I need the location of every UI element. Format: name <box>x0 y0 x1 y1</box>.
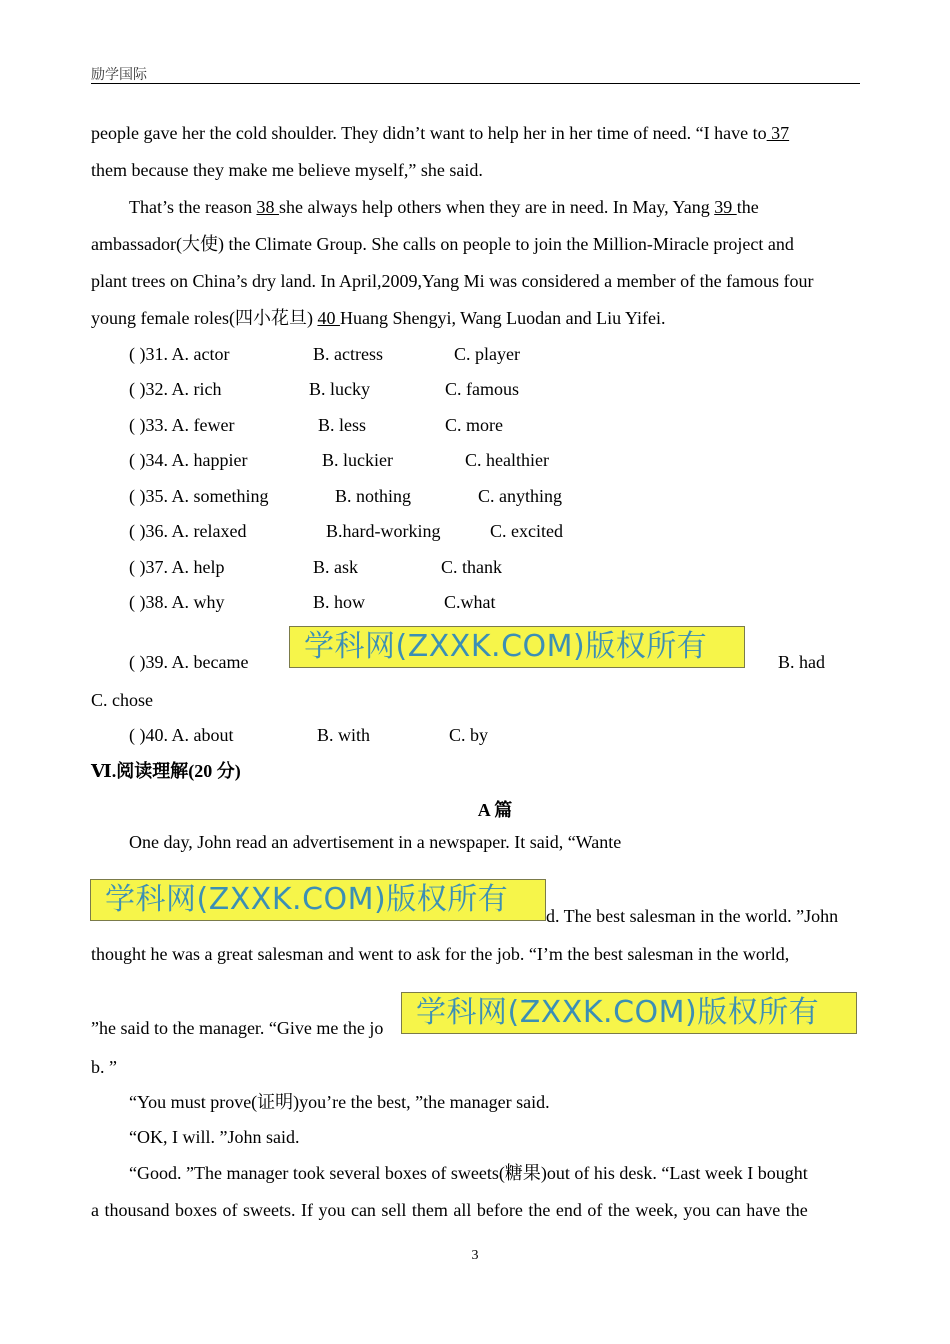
reading-line-1: One day, John read an advertisement in a newspaper. It said, “Wante <box>129 832 622 852</box>
option-b: B. with <box>317 725 371 745</box>
option-c: C. healthier <box>465 450 549 470</box>
option-b: B. how <box>313 592 366 612</box>
option-b: B.hard-working <box>326 521 441 541</box>
option-c: C.what <box>444 592 496 612</box>
passage-text: people gave her the cold shoulder. They didn’t want to help her in her time of need. “I have to <box>91 123 767 143</box>
blank-39: 39 <box>714 197 737 217</box>
option-b: B. luckier <box>322 450 393 470</box>
question-prefix: ( )31. A. actor <box>129 344 230 364</box>
option-c: C. thank <box>441 557 502 577</box>
copyright-watermark: 学科网(ZXXK.COM)版权所有 <box>90 879 546 921</box>
option-b: B. had <box>778 652 825 672</box>
passage-text: the <box>736 197 759 217</box>
option-b: B. nothing <box>335 486 412 506</box>
passage-line-5: plant trees on China’s dry land. In April,2009,Yang Mi was considered a member of the famous four <box>91 271 814 291</box>
option-b: B. ask <box>313 557 358 577</box>
passage-line-1 <box>91 122 789 144</box>
reading-line-8: “Good. ”The manager took several boxes of sweets(糖果)out of his desk. “Last week I bought <box>129 1163 808 1183</box>
blank-37: 37 <box>766 123 790 143</box>
passage-line-3 <box>129 196 759 218</box>
reading-line-2: d. The best salesman in the world. ”John <box>546 906 839 926</box>
section-subtitle: A 篇 <box>477 800 513 820</box>
question-prefix: ( )38. A. why <box>129 592 225 612</box>
question-prefix: ( )32. A. rich <box>129 379 222 399</box>
question-prefix: ( )34. A. happier <box>129 450 248 470</box>
reading-line-9: a thousand boxes of sweets. If you can sell them all before the end of the week, you can have the <box>91 1200 808 1220</box>
section-title: Ⅵ.阅读理解(20 分) <box>91 761 241 781</box>
header-rule <box>91 83 860 84</box>
passage-line-6 <box>91 307 665 329</box>
question-prefix: ( )33. A. fewer <box>129 415 235 435</box>
copyright-watermark: 学科网(ZXXK.COM)版权所有 <box>401 992 857 1034</box>
option-c: C. chose <box>91 690 153 710</box>
reading-line-4: ”he said to the manager. “Give me the jo <box>91 1018 384 1038</box>
question-prefix: ( )40. A. about <box>129 725 234 745</box>
page-number: 3 <box>471 1248 479 1263</box>
passage-text: she always help others when they are in need. In May, Yang <box>278 197 715 217</box>
option-b: B. less <box>318 415 367 435</box>
passage-text: That’s the reason <box>129 197 257 217</box>
reading-line-5: b. ” <box>91 1057 117 1077</box>
option-c: C. by <box>449 725 489 745</box>
blank-38: 38 <box>256 197 279 217</box>
reading-line-7: “OK, I will. ”John said. <box>129 1127 300 1147</box>
copyright-watermark: 学科网(ZXXK.COM)版权所有 <box>289 626 745 668</box>
page-header: 励学国际 <box>91 67 147 83</box>
blank-40: 40 <box>317 308 340 328</box>
passage-line-2: them because they make me believe myself,” she said. <box>91 160 483 180</box>
passage-line-4: ambassador(大使) the Climate Group. She calls on people to join the Million-Miracle project and <box>91 234 794 254</box>
option-b: B. actress <box>313 344 383 364</box>
option-c: C. player <box>454 344 520 364</box>
passage-text: Huang Shengyi, Wang Luodan and Liu Yifei. <box>339 308 666 328</box>
reading-line-3: thought he was a great salesman and went to ask for the job. “I’m the best salesman in the world, <box>91 944 790 964</box>
question-prefix: ( )35. A. something <box>129 486 269 506</box>
passage-text: young female roles(四小花旦) <box>91 308 318 328</box>
question-prefix: ( )39. A. became <box>129 652 249 672</box>
option-c: C. famous <box>445 379 519 399</box>
option-b: B. lucky <box>309 379 370 399</box>
option-c: C. excited <box>490 521 563 541</box>
option-c: C. more <box>445 415 503 435</box>
reading-line-6: “You must prove(证明)you’re the best, ”the manager said. <box>129 1092 550 1112</box>
option-c: C. anything <box>478 486 562 506</box>
question-prefix: ( )37. A. help <box>129 557 225 577</box>
question-prefix: ( )36. A. relaxed <box>129 521 247 541</box>
